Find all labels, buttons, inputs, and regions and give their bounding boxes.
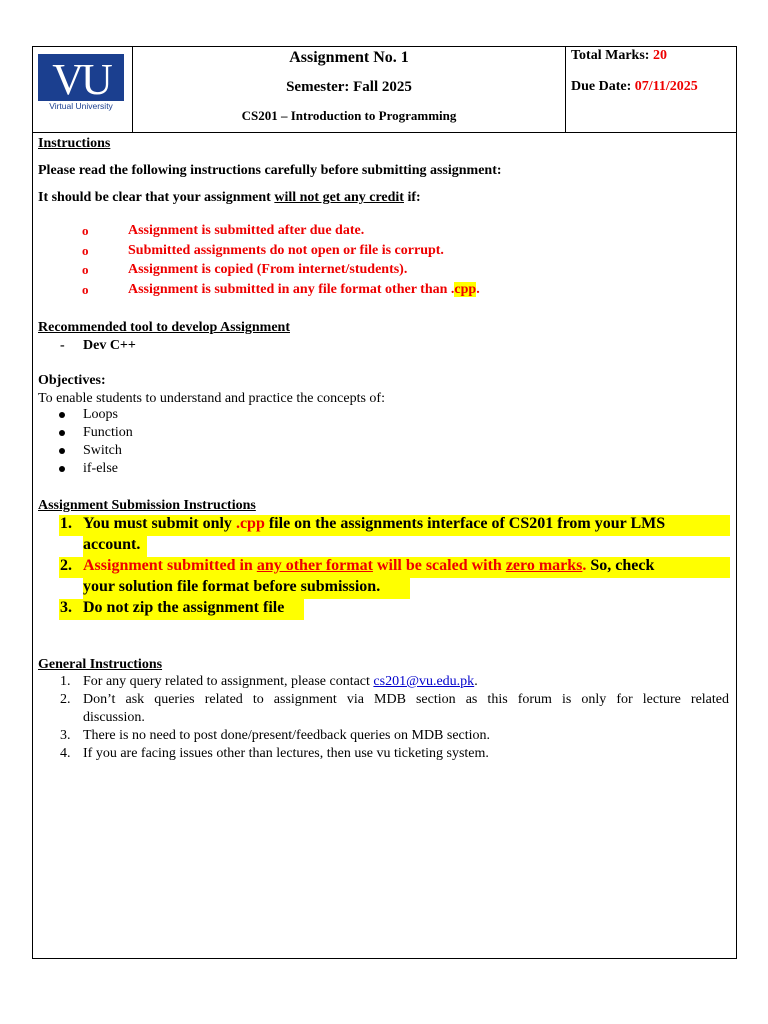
rule-bullet: o: [82, 262, 89, 277]
rule-4-text: Assignment is submitted in any file format other than .: [128, 282, 455, 297]
submission-1-c: file on the assignments interface of CS201 from your LMS: [264, 515, 666, 532]
general-item-1: [83, 674, 478, 690]
objective-item: Loops: [83, 407, 118, 422]
instructions-heading: Instructions: [38, 136, 111, 151]
submission-number: 3.: [60, 599, 72, 616]
semester: Semester: Fall 2025: [286, 79, 412, 95]
total-marks: [571, 48, 667, 64]
submission-item-1-line-2: account.: [83, 536, 141, 553]
rule-item: [128, 282, 480, 298]
credit-prefix: It should be clear that your assignment: [38, 190, 275, 205]
rule-bullet: o: [82, 282, 89, 297]
rule-4-end: .: [476, 282, 480, 297]
general-item-2: Don’t ask queries related to assignment via MDB section as this forum is only for lecture related: [83, 692, 729, 707]
total-marks-value: 20: [652, 48, 667, 63]
submission-item-1: [83, 515, 665, 533]
submission-2-e: .: [582, 557, 587, 574]
logo-letters: VU: [52, 55, 110, 104]
objectives-intro: To enable students to understand and practice the concepts of:: [38, 391, 385, 406]
total-marks-label: Total Marks:: [571, 48, 650, 63]
submission-1-ext: .cpp: [235, 515, 265, 532]
due-date-value: 07/11/2025: [634, 79, 698, 94]
submission-number: 2.: [60, 557, 72, 574]
submission-item-2: [83, 557, 654, 575]
objective-item: Switch: [83, 443, 122, 458]
submission-2-b: any other format: [256, 557, 373, 574]
submission-2-c: will be scaled with: [372, 557, 506, 574]
credit-warning: [38, 189, 421, 206]
vu-logo: [32, 46, 133, 132]
submission-heading: Assignment Submission Instructions: [38, 498, 256, 513]
general-number: 4.: [60, 746, 71, 761]
bullet-dot: [59, 412, 65, 418]
bullet-dot: [59, 430, 65, 436]
marks-cell: [566, 46, 737, 132]
rule-item: Submitted assignments do not open or file is corrupt.: [128, 243, 444, 258]
general-1-prefix: For any query related to assignment, please contact: [83, 674, 374, 689]
objective-item: Function: [83, 425, 133, 440]
submission-1-a: You must submit only: [83, 515, 236, 532]
rule-item: Assignment is submitted after due date.: [128, 223, 365, 238]
submission-2-a: Assignment submitted in: [83, 557, 257, 574]
logo-caption: Virtual University: [49, 101, 113, 111]
general-number: 3.: [60, 728, 71, 743]
general-item-3: There is no need to post done/present/feedback queries on MDB section.: [83, 728, 491, 743]
rule-bullet: o: [82, 243, 89, 258]
tool-heading: Recommended tool to develop Assignment: [38, 320, 290, 335]
submission-2-d: zero marks: [505, 557, 583, 574]
credit-underlined: will not get any credit: [274, 190, 404, 205]
objectives-heading: Objectives:: [38, 373, 106, 388]
general-item-4: If you are facing issues other than lectures, then use vu ticketing system.: [83, 746, 489, 761]
bullet-dot: [59, 448, 65, 454]
tool-item: Dev C++: [83, 338, 136, 353]
credit-suffix: if:: [403, 190, 421, 205]
assignment-number: Assignment No. 1: [289, 49, 409, 66]
rule-bullet: o: [82, 223, 89, 238]
instructions-intro: Please read the following instructions carefully before submitting assignment:: [38, 163, 502, 178]
due-date: [571, 79, 698, 95]
general-item-2-line-2: discussion.: [83, 710, 145, 725]
submission-2-f: So, check: [586, 557, 655, 574]
contact-email-link[interactable]: cs201@vu.edu.pk: [373, 674, 475, 689]
general-1-suffix: .: [474, 674, 478, 689]
title-cell: [133, 46, 566, 132]
bullet-dot: [59, 466, 65, 472]
general-number: 1.: [60, 674, 71, 689]
tool-dash: -: [60, 338, 65, 353]
objective-item: if-else: [83, 461, 118, 476]
logo-cell: [32, 46, 133, 132]
submission-item-3: Do not zip the assignment file: [83, 599, 285, 616]
submission-item-2-line-2: your solution file format before submission.: [83, 578, 381, 595]
general-heading: General Instructions: [38, 657, 163, 672]
submission-number: 1.: [60, 515, 72, 532]
rule-item: Assignment is copied (From internet/students).: [128, 262, 408, 277]
rule-4-extension: cpp: [454, 282, 477, 297]
due-date-label: Due Date:: [571, 79, 632, 94]
header-table: [32, 46, 737, 133]
general-number: 2.: [60, 692, 71, 707]
course-title: CS201 – Introduction to Programming: [241, 108, 457, 123]
